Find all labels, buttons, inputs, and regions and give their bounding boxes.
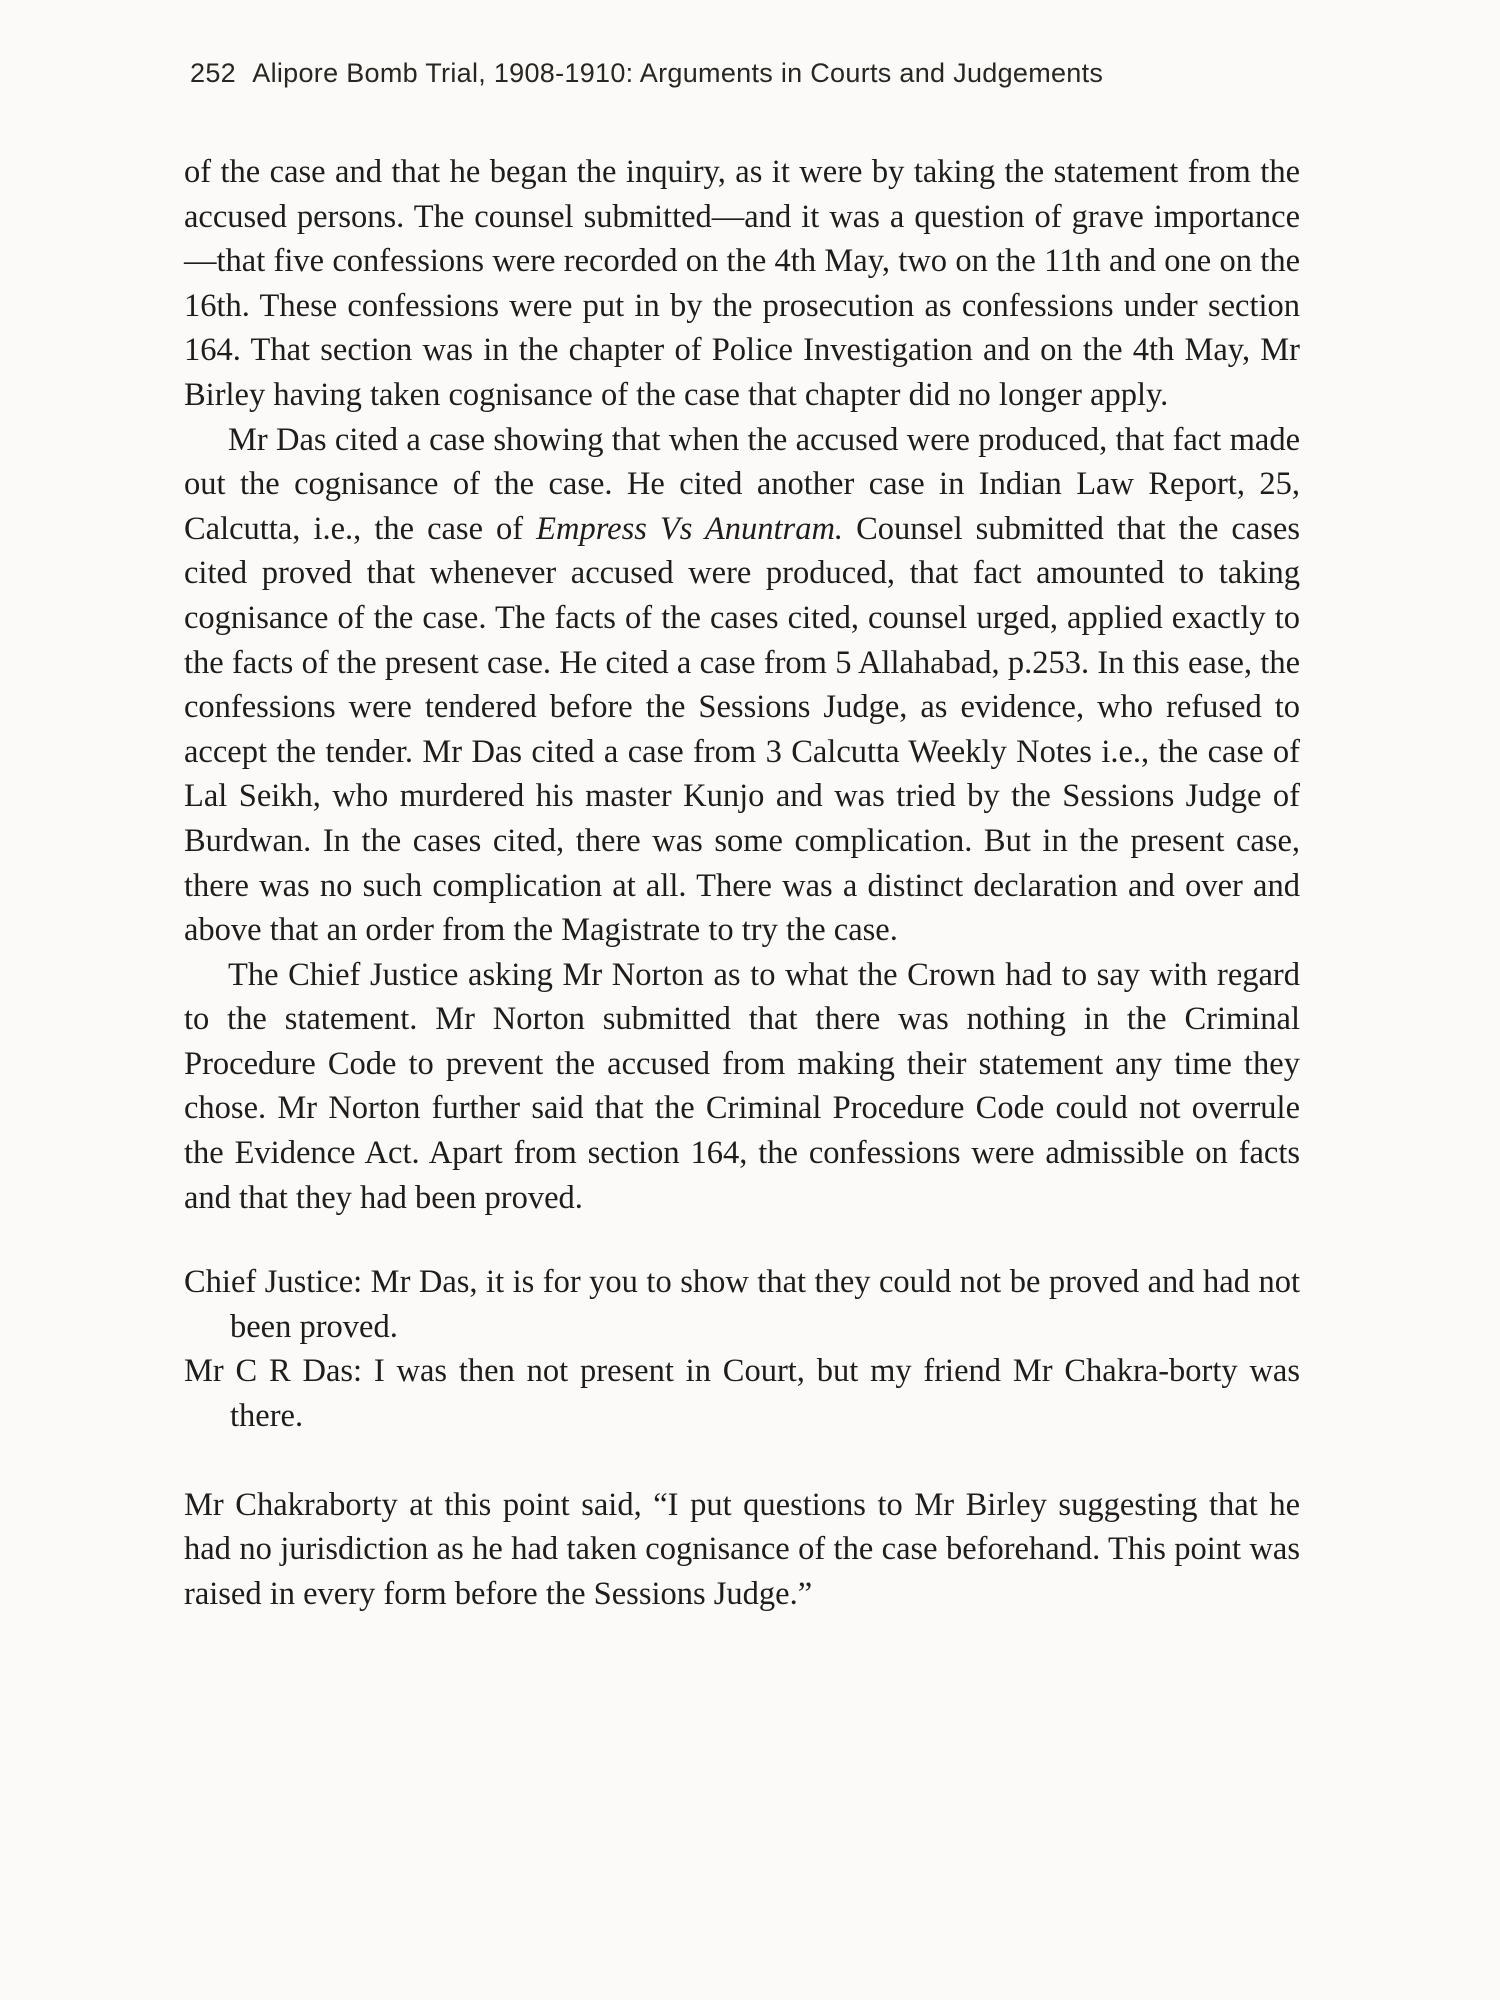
paragraph-das-text-end: Counsel submitted that the cases cited proved that whenever accused were produced, that fact amounted to taking cognisance of the case. The facts of the cases cited, counsel urged, applied exactly to the facts of the present case. He cited a case from 5 Allahabad, p.253. In this ease, the confessions were tendered before the Sessions Judge, as evidence, who refused to accept the tender. Mr Das cited a case from 3 Calcutta Weekly Notes i.e., the case of Lal Seikh, who murdered his master Kunjo and was tried by the Sessions Judge of Burdwan. In the cases cited, there was some complication. But in the present case, there was no such complication at all. There was a distinct declaration and over and above that an order from the Magistrate to try the case. (184, 510, 1300, 949)
paragraph-chief-justice-norton: The Chief Justice asking Mr Norton as to what the Crown had to say with regard to the statement. Mr Norton submitted that there was nothing in the Criminal Procedure Code to prevent the accused from making their statement any time they chose. Mr Norton further said that the Criminal Procedure Code could not overrule the Evidence Act. Apart from section 164, the confessions were admissible on facts and that they had been proved. (184, 956, 1300, 1216)
case-name-italic: Empress Vs Anuntram. (536, 510, 844, 547)
paragraph-chakraborty: Mr Chakraborty at this point said, “I put questions to Mr Birley suggesting that he had no jurisdiction as he had taken cognisance of the case beforehand. This point was raised in every form before the Sessions Judge.” (184, 1486, 1300, 1612)
paragraph-continuation: of the case and that he began the inquiry, as it were by taking the statement from the accused persons. The counsel submitted—and it was a question of grave importance—that five confessions were recorded on the 4th May, two on the 11th and one on the 16th. These confessions were put in by the prosecution as confessions under section 164. That section was in the chapter of Police Investigation and on the 4th May, Mr Birley having taken cognisance of the case that chapter did no longer apply. (184, 154, 1300, 413)
paragraph-das-citations (184, 418, 1300, 953)
book-title: Alipore Bomb Trial, 1908-1910: Arguments in Courts and Judgements (252, 58, 1104, 88)
dialogue-block (184, 1260, 1300, 1438)
running-head (190, 58, 1330, 89)
dialogue-chief-justice: Chief Justice: Mr Das, it is for you to show that they could not be proved and had not been proved. (184, 1264, 1300, 1345)
body-text (184, 150, 1300, 1616)
page-number: 252 (190, 58, 236, 88)
paragraph-das-text-start: Mr Das cited a case showing that when the accused were produced, that fact made out the cognisance of the case. He cited another case in Indian Law Report, 25, Calcutta, i.e., the case of (184, 421, 1300, 547)
dialogue-cr-das: Mr C R Das: I was then not present in Court, but my friend Mr Chakra-borty was there. (184, 1353, 1300, 1435)
